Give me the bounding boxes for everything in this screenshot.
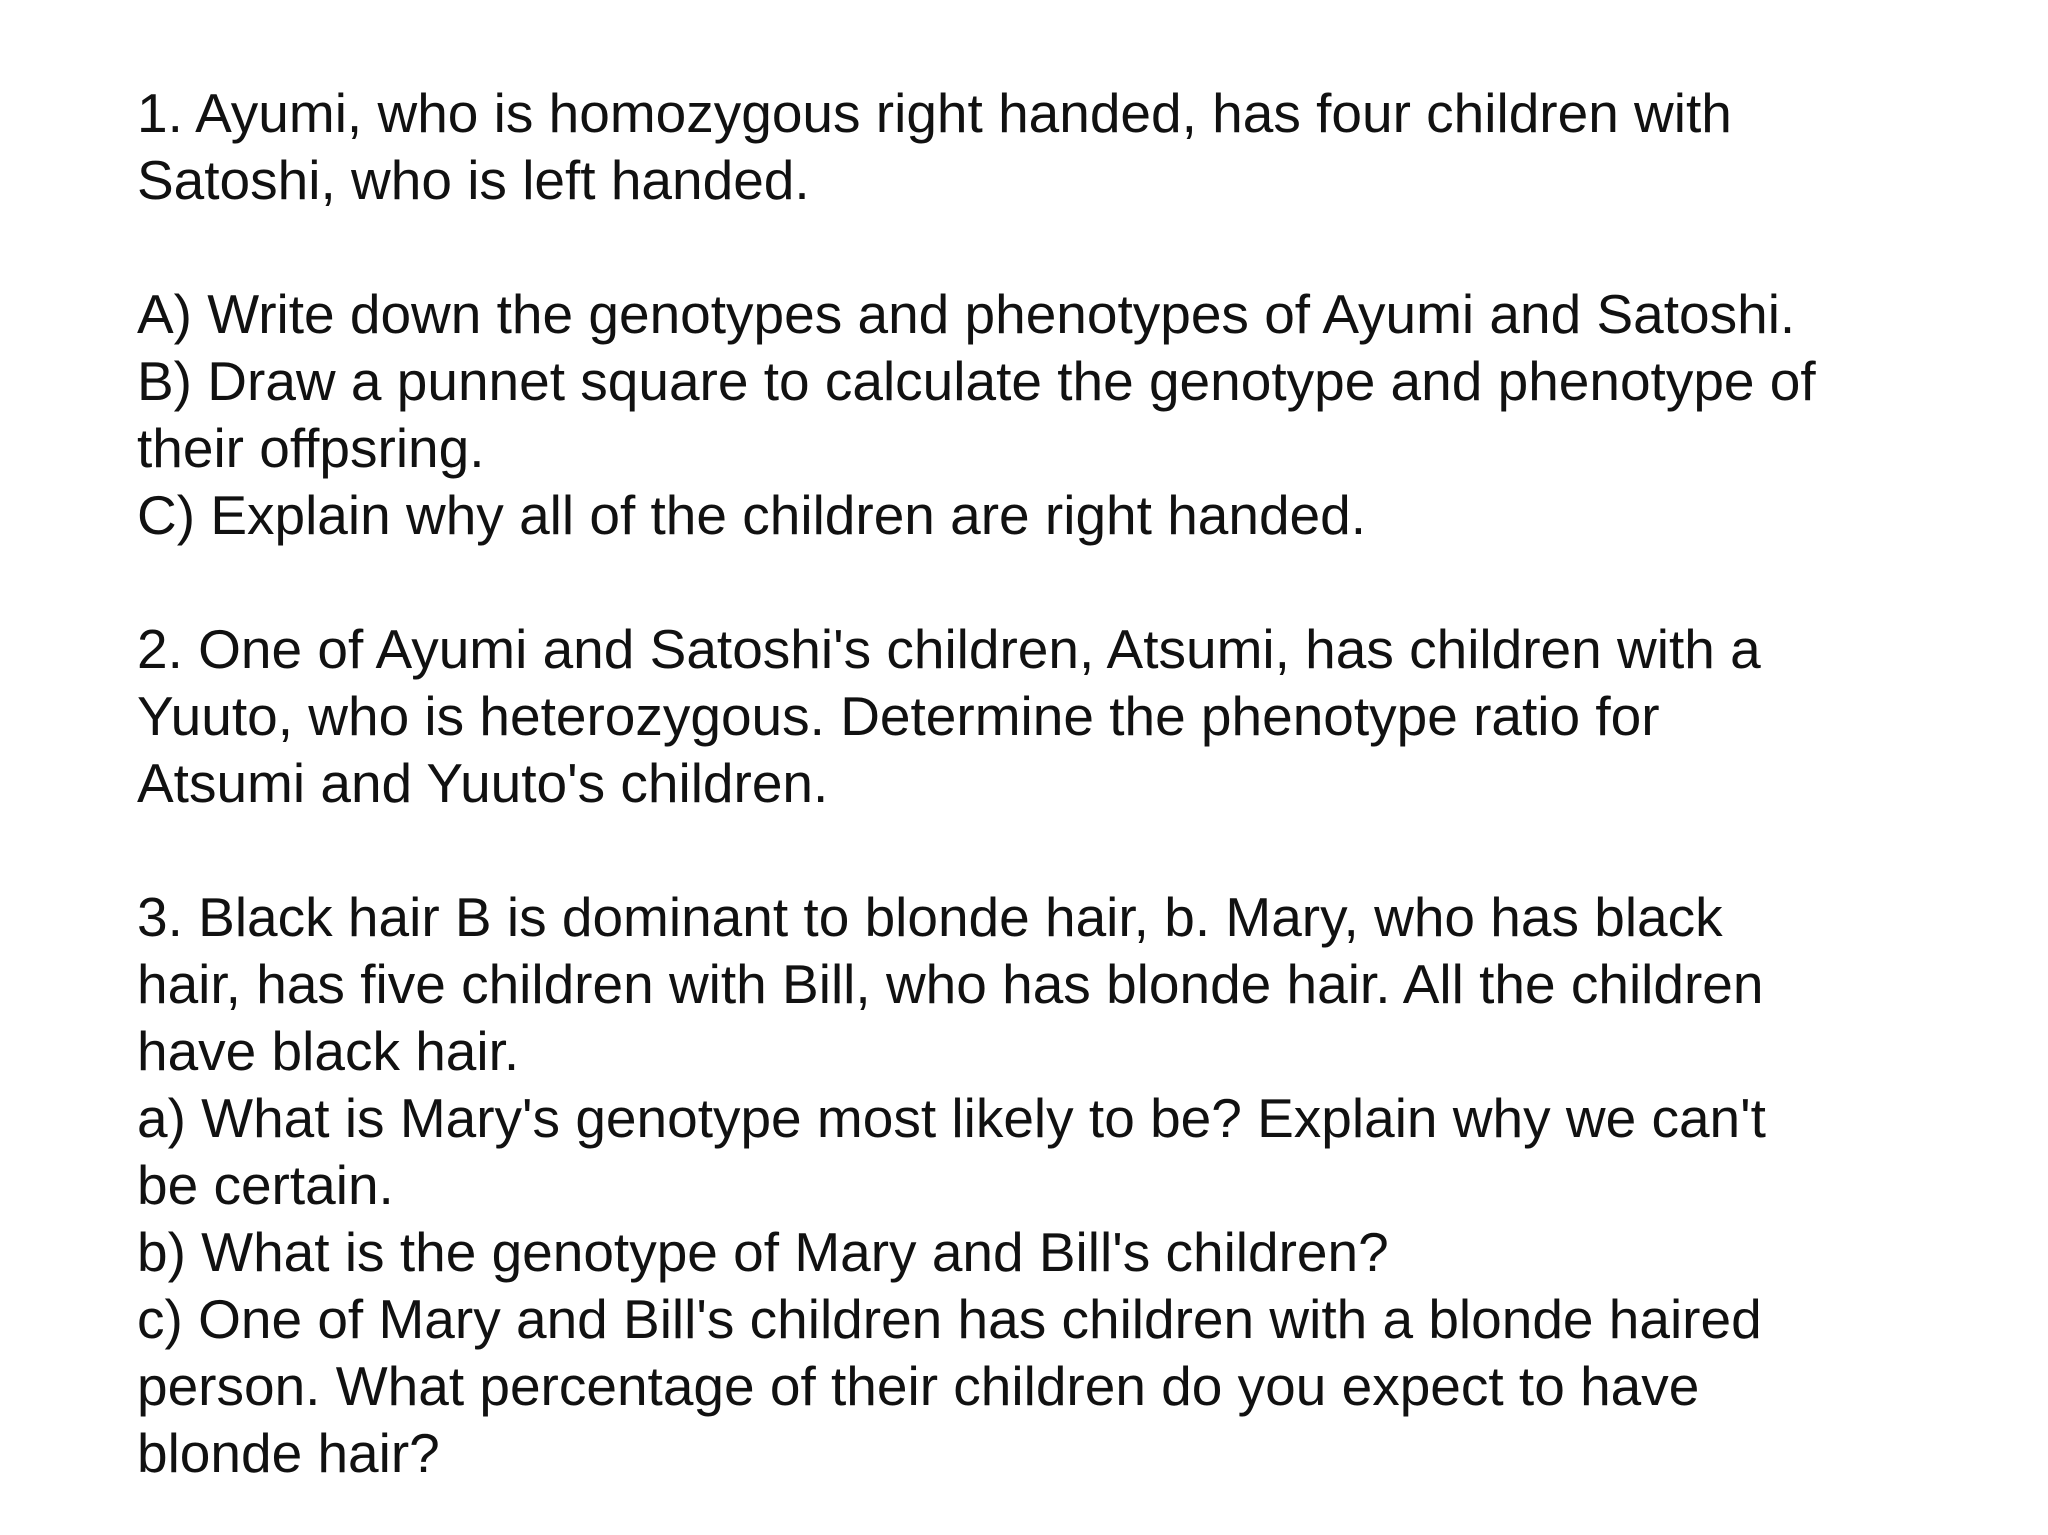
question-3 xyxy=(137,884,2017,1487)
question-2-line-3: Atsumi and Yuuto's children. xyxy=(137,752,829,814)
question-1-part-a-line-1: A) Write down the genotypes and phenotypes of Ayumi and Satoshi. xyxy=(137,283,1796,345)
question-3-part-b xyxy=(137,1219,2017,1286)
question-1-part-c-line-1: C) Explain why all of the children are right handed. xyxy=(137,484,1367,546)
question-3-part-a-line-1: a) What is Mary's genotype most likely to be? Explain why we can't xyxy=(137,1087,1766,1149)
question-2-line-2: Yuuto, who is heterozygous. Determine the phenotype ratio for xyxy=(137,685,1660,747)
question-1-line-2: Satoshi, who is left handed. xyxy=(137,149,810,211)
question-3-part-c-line-2: person. What percentage of their children do you expect to have xyxy=(137,1355,1700,1417)
question-1-part-b-line-2: their offpsring. xyxy=(137,417,485,479)
question-1-part-b-line-1: B) Draw a punnet square to calculate the genotype and phenotype of xyxy=(137,350,1816,412)
paragraph-spacer xyxy=(137,549,2017,616)
question-1 xyxy=(137,80,2017,549)
question-1-part-c xyxy=(137,482,2017,549)
question-3-part-c-line-3: blonde hair? xyxy=(137,1422,440,1484)
question-1-text xyxy=(137,80,2017,214)
question-1-line-1: 1. Ayumi, who is homozygous right handed, has four children with xyxy=(137,82,1732,144)
question-2 xyxy=(137,616,2017,817)
question-3-part-c xyxy=(137,1286,2017,1487)
question-3-part-a xyxy=(137,1085,2017,1219)
question-1-part-b xyxy=(137,348,2017,482)
worksheet-document xyxy=(137,80,2017,1487)
question-2-line-1: 2. One of Ayumi and Satoshi's children, Atsumi, has children with a xyxy=(137,618,1761,680)
question-3-line-2: hair, has five children with Bill, who has blonde hair. All the children xyxy=(137,953,1764,1015)
question-3-text xyxy=(137,884,2017,1085)
question-1-part-a xyxy=(137,281,2017,348)
question-3-line-3: have black hair. xyxy=(137,1020,520,1082)
question-3-part-a-line-2: be certain. xyxy=(137,1154,394,1216)
question-3-part-c-line-1: c) One of Mary and Bill's children has children with a blonde haired xyxy=(137,1288,1762,1350)
paragraph-spacer xyxy=(137,214,2017,281)
question-3-line-1: 3. Black hair B is dominant to blonde hair, b. Mary, who has black xyxy=(137,886,1723,948)
paragraph-spacer xyxy=(137,817,2017,884)
question-3-part-b-line-1: b) What is the genotype of Mary and Bill's children? xyxy=(137,1221,1389,1283)
question-2-text xyxy=(137,616,2017,817)
